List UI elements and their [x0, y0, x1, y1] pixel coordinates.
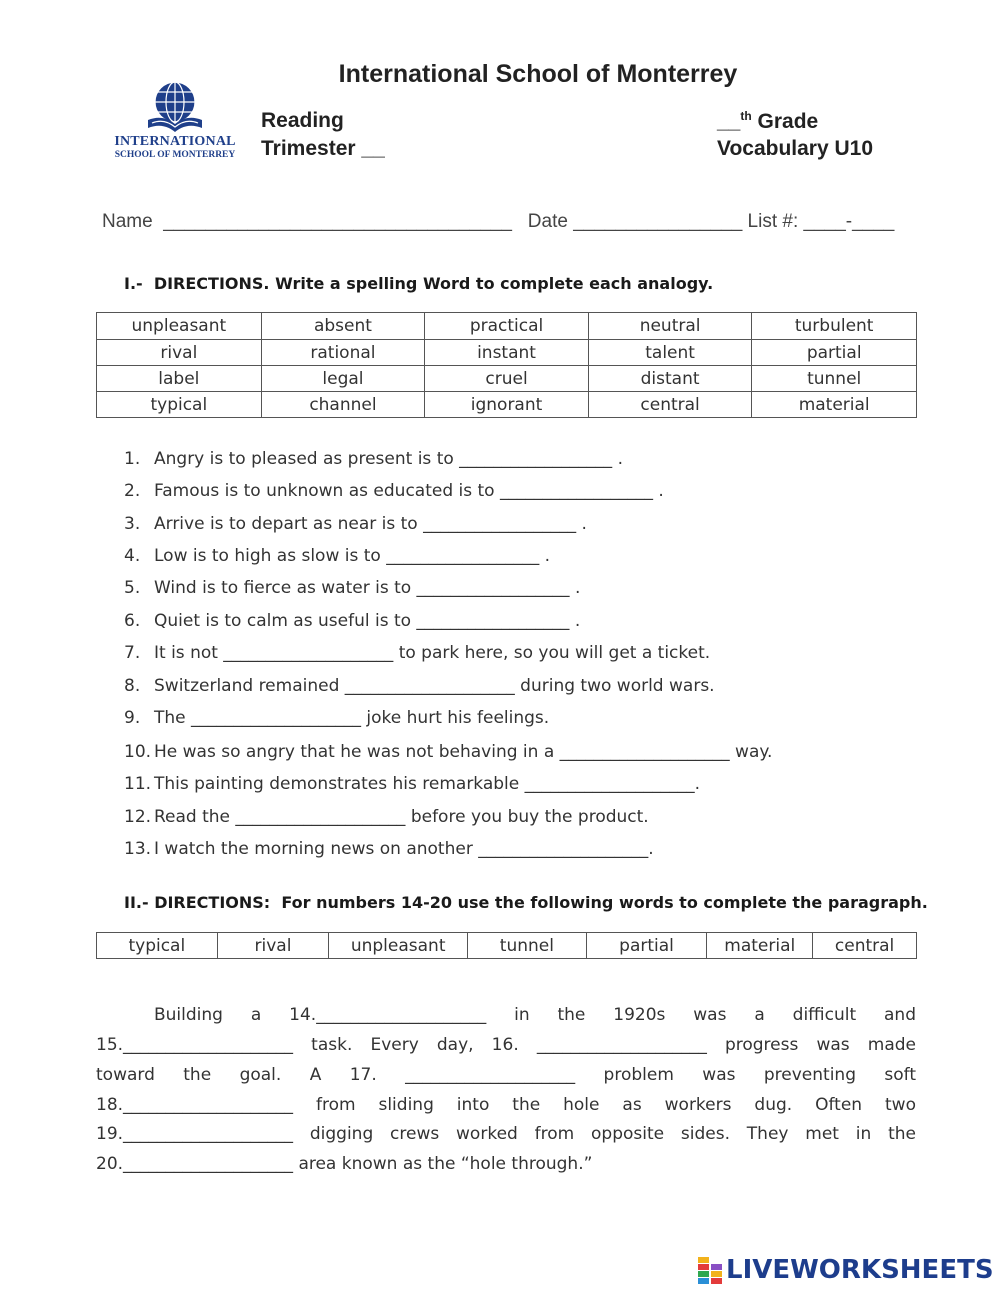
- word-cell: instant: [425, 340, 589, 366]
- word-bank-2-table: [96, 932, 917, 959]
- item-text: It is not ____________________ to park here, so you will get a ticket.: [154, 643, 711, 663]
- word-cell: label: [97, 366, 262, 392]
- question-item-3: [124, 514, 587, 534]
- liveworksheets-blocks-icon: [698, 1257, 724, 1285]
- item-number: 2.: [124, 481, 141, 501]
- paragraph-line: Building a 14.____________________ in the 1920s was a difficult and: [154, 1005, 916, 1025]
- item-text: Famous is to unknown as educated is to __________________ .: [154, 481, 664, 501]
- item-number: 7.: [124, 643, 141, 663]
- word-cell: turbulent: [752, 313, 917, 340]
- word-cell: rival: [97, 340, 262, 366]
- section2-directions: II.- DIRECTIONS: For numbers 14-20 use the following words to complete the paragraph.: [124, 893, 928, 912]
- question-item-10: [124, 742, 772, 762]
- item-text: The ____________________ joke hurt his feelings.: [154, 708, 550, 728]
- question-item-13: [124, 839, 654, 859]
- word-cell: material: [752, 392, 917, 418]
- grade-blank: __: [717, 110, 741, 133]
- question-item-1: [124, 449, 623, 469]
- word-cell: distant: [588, 366, 752, 392]
- school-logo: [108, 80, 242, 162]
- word-bank-row: [97, 340, 917, 366]
- paragraph-line: 18.____________________ from sliding into the hole as workers dug. Often two: [96, 1095, 916, 1115]
- item-text: Arrive is to depart as near is to __________________ .: [154, 514, 587, 534]
- subject-label: Reading: [261, 109, 344, 132]
- paragraph-line: 15.____________________ task. Every day, 16. ____________________ progress was made: [96, 1035, 916, 1055]
- item-number: 10.: [124, 742, 152, 762]
- word-cell: unpleasant: [329, 933, 468, 959]
- word-cell: central: [588, 392, 752, 418]
- item-text: Low is to high as slow is to __________________ .: [154, 546, 551, 566]
- item-number: 9.: [124, 708, 141, 728]
- word-cell: rational: [261, 340, 425, 366]
- word-bank-row: [97, 933, 917, 959]
- item-number: 1.: [124, 449, 141, 469]
- section1-directions: I.- DIRECTIONS. Write a spelling Word to complete each analogy.: [124, 274, 714, 293]
- word-bank-table: [96, 312, 917, 418]
- item-text: Switzerland remained ____________________ during two world wars.: [154, 676, 715, 696]
- question-item-12: [124, 807, 649, 827]
- logo-text-line1: INTERNATIONAL: [114, 134, 236, 149]
- item-number: 5.: [124, 578, 141, 598]
- school-title: International School of Monterrey: [338, 60, 738, 88]
- question-item-2: [124, 481, 664, 501]
- item-text: I watch the morning news on another ____________________.: [154, 839, 654, 859]
- item-text: Quiet is to calm as useful is to __________________ .: [154, 611, 581, 631]
- item-number: 8.: [124, 676, 141, 696]
- item-number: 11.: [124, 774, 152, 794]
- grade-superscript: th: [740, 109, 752, 123]
- word-cell: unpleasant: [97, 313, 262, 340]
- grade-label: [717, 109, 818, 134]
- word-cell: absent: [261, 313, 425, 340]
- word-bank-row: [97, 392, 917, 418]
- item-text: Read the ____________________ before you buy the product.: [154, 807, 649, 827]
- name-date-line: Name _________________________________ Date ________________ List #: ____-____: [102, 211, 895, 232]
- word-cell: partial: [752, 340, 917, 366]
- question-item-6: [124, 611, 580, 631]
- logo-text-line2: SCHOOL OF MONTERREY: [114, 150, 236, 160]
- word-cell: tunnel: [752, 366, 917, 392]
- item-text: This painting demonstrates his remarkable ____________________.: [154, 774, 701, 794]
- liveworksheets-brand: LIVEWORKSHEETS: [726, 1255, 994, 1285]
- item-text: Wind is to fierce as water is to __________________ .: [154, 578, 581, 598]
- item-number: 13.: [124, 839, 152, 859]
- word-bank-row: [97, 366, 917, 392]
- word-cell: central: [813, 933, 917, 959]
- globe-book-icon: [108, 80, 242, 136]
- word-cell: material: [707, 933, 813, 959]
- question-item-4: [124, 546, 550, 566]
- word-cell: legal: [261, 366, 425, 392]
- item-number: 6.: [124, 611, 141, 631]
- item-number: 4.: [124, 546, 141, 566]
- question-item-8: [124, 676, 715, 696]
- word-cell: partial: [586, 933, 707, 959]
- paragraph-line: 20.____________________ area known as the “hole through.”: [96, 1154, 593, 1174]
- question-item-7: [124, 643, 710, 663]
- word-cell: ignorant: [425, 392, 589, 418]
- word-cell: channel: [261, 392, 425, 418]
- word-bank-row: [97, 313, 917, 340]
- vocabulary-label: Vocabulary U10: [717, 137, 874, 160]
- word-cell: tunnel: [468, 933, 587, 959]
- question-item-9: [124, 708, 549, 728]
- word-cell: practical: [425, 313, 589, 340]
- word-cell: typical: [97, 392, 262, 418]
- paragraph-line: 19.____________________ digging crews worked from opposite sides. They met in the: [96, 1124, 916, 1144]
- item-number: 12.: [124, 807, 152, 827]
- paragraph-line: toward the goal. A 17. ____________________ problem was preventing soft: [96, 1065, 916, 1085]
- item-text: He was so angry that he was not behaving in a ____________________ way.: [154, 742, 773, 762]
- word-cell: cruel: [425, 366, 589, 392]
- item-text: Angry is to pleased as present is to __________________ .: [154, 449, 623, 469]
- grade-text: Grade: [751, 110, 819, 133]
- liveworksheets-logo: [698, 1255, 998, 1285]
- word-cell: rival: [217, 933, 329, 959]
- item-number: 3.: [124, 514, 141, 534]
- word-cell: typical: [97, 933, 218, 959]
- question-item-11: [124, 774, 700, 794]
- question-item-5: [124, 578, 580, 598]
- trimester-label: Trimester __: [261, 137, 385, 160]
- word-cell: talent: [588, 340, 752, 366]
- word-cell: neutral: [588, 313, 752, 340]
